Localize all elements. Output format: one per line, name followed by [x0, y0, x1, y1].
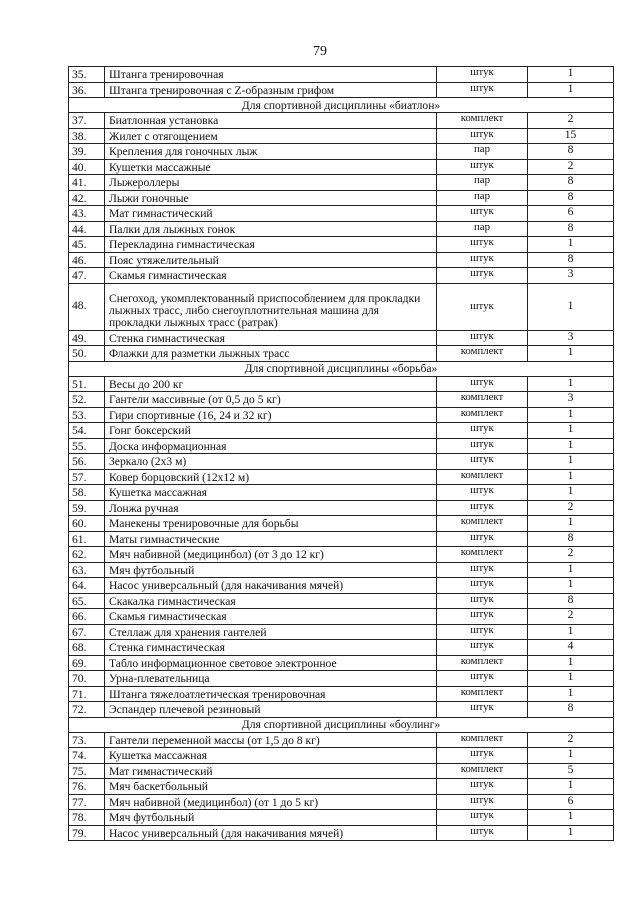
item-number: 51. [69, 376, 105, 392]
item-number: 70. [69, 671, 105, 687]
item-name: Доска информационная [105, 438, 437, 454]
item-name: Штанга тренировочная с Z-образным грифом [105, 82, 437, 98]
table-row [69, 763, 614, 779]
item-name: Стенка гимнастическая [105, 640, 437, 656]
item-name: Гонг боксерский [105, 423, 437, 439]
item-unit: штук [437, 67, 528, 83]
table-row [69, 67, 614, 83]
item-quantity: 1 [528, 423, 614, 439]
table-row [69, 283, 614, 330]
item-quantity: 2 [528, 500, 614, 516]
item-number: 55. [69, 438, 105, 454]
item-number: 73. [69, 732, 105, 748]
item-name: Мяч футбольный [105, 810, 437, 826]
table-row [69, 128, 614, 144]
item-number: 53. [69, 407, 105, 423]
table-row [69, 686, 614, 702]
table-row [69, 578, 614, 594]
item-number: 75. [69, 763, 105, 779]
item-name: Весы до 200 кг [105, 376, 437, 392]
item-quantity: 8 [528, 144, 614, 160]
item-quantity: 1 [528, 686, 614, 702]
item-quantity: 1 [528, 376, 614, 392]
item-name: Кушетка массажная [105, 748, 437, 764]
item-number: 42. [69, 190, 105, 206]
item-unit: штук [437, 825, 528, 841]
item-quantity: 3 [528, 268, 614, 284]
item-unit: штук [437, 500, 528, 516]
item-name: Эспандер плечевой резиновый [105, 702, 437, 718]
item-number: 60. [69, 516, 105, 532]
item-quantity: 5 [528, 763, 614, 779]
section-header-row [69, 717, 614, 732]
item-name: Мяч набивной (медицинбол) (от 1 до 5 кг) [105, 794, 437, 810]
item-name: Снегоход, укомплектованный приспособлением для прокладки лыжных трасс, либо снегоуплотнительная машина для прокладки лыжных трасс (ратрак) [105, 283, 437, 330]
item-unit: штук [437, 206, 528, 222]
section-title: Для спортивной дисциплины «боулинг» [69, 717, 614, 732]
item-unit: штук [437, 640, 528, 656]
item-unit: штук [437, 485, 528, 501]
item-number: 45. [69, 237, 105, 253]
item-number: 79. [69, 825, 105, 841]
item-unit: комплект [437, 763, 528, 779]
item-unit: штук [437, 376, 528, 392]
item-number: 72. [69, 702, 105, 718]
item-quantity: 1 [528, 655, 614, 671]
table-row [69, 702, 614, 718]
table-row [69, 609, 614, 625]
table-row [69, 531, 614, 547]
item-unit: пар [437, 190, 528, 206]
table-row [69, 547, 614, 563]
item-quantity: 1 [528, 578, 614, 594]
item-name: Гантели переменной массы (от 1,5 до 8 кг) [105, 732, 437, 748]
item-name: Ковер борцовский (12х12 м) [105, 469, 437, 485]
table-row [69, 655, 614, 671]
table-row [69, 516, 614, 532]
table-row [69, 221, 614, 237]
item-number: 68. [69, 640, 105, 656]
item-unit: комплект [437, 469, 528, 485]
item-unit: комплект [437, 113, 528, 129]
item-number: 61. [69, 531, 105, 547]
section-header-row [69, 361, 614, 376]
item-number: 40. [69, 159, 105, 175]
item-name: Стеллаж для хранения гантелей [105, 624, 437, 640]
item-name: Лыжи гоночные [105, 190, 437, 206]
item-name: Жилет с отягощением [105, 128, 437, 144]
item-unit: штук [437, 609, 528, 625]
item-number: 46. [69, 252, 105, 268]
item-number: 78. [69, 810, 105, 826]
table-row [69, 175, 614, 191]
table-row [69, 159, 614, 175]
section-title: Для спортивной дисциплины «биатлон» [69, 98, 614, 113]
item-name: Кушетка массажная [105, 485, 437, 501]
table-row [69, 376, 614, 392]
table-row [69, 469, 614, 485]
item-quantity: 1 [528, 562, 614, 578]
item-number: 37. [69, 113, 105, 129]
item-quantity: 1 [528, 438, 614, 454]
table-row [69, 671, 614, 687]
item-quantity: 1 [528, 346, 614, 362]
item-name: Флажки для разметки лыжных трасс [105, 346, 437, 362]
item-number: 52. [69, 392, 105, 408]
item-number: 49. [69, 330, 105, 346]
table-row [69, 794, 614, 810]
item-name: Гири спортивные (16, 24 и 32 кг) [105, 407, 437, 423]
item-quantity: 2 [528, 159, 614, 175]
item-number: 71. [69, 686, 105, 702]
item-unit: пар [437, 221, 528, 237]
table-row [69, 562, 614, 578]
item-number: 56. [69, 454, 105, 470]
item-unit: штук [437, 268, 528, 284]
item-number: 65. [69, 593, 105, 609]
table-row [69, 330, 614, 346]
table-row [69, 485, 614, 501]
item-name: Биатлонная установка [105, 113, 437, 129]
item-quantity: 2 [528, 113, 614, 129]
table-row [69, 237, 614, 253]
item-quantity: 1 [528, 516, 614, 532]
item-name: Крепления для гоночных лыж [105, 144, 437, 160]
item-quantity: 2 [528, 547, 614, 563]
item-quantity: 6 [528, 206, 614, 222]
item-unit: штук [437, 82, 528, 98]
table-row [69, 500, 614, 516]
item-unit: штук [437, 810, 528, 826]
item-number: 63. [69, 562, 105, 578]
item-name: Мяч баскетбольный [105, 779, 437, 795]
item-quantity: 8 [528, 252, 614, 268]
item-unit: штук [437, 702, 528, 718]
item-quantity: 6 [528, 794, 614, 810]
table-row [69, 640, 614, 656]
item-quantity: 1 [528, 82, 614, 98]
item-unit: штук [437, 438, 528, 454]
item-quantity: 4 [528, 640, 614, 656]
item-unit: комплект [437, 686, 528, 702]
item-unit: комплект [437, 346, 528, 362]
item-unit: комплект [437, 655, 528, 671]
table-row [69, 825, 614, 841]
item-number: 58. [69, 485, 105, 501]
item-name: Перекладина гимнастическая [105, 237, 437, 253]
item-quantity: 1 [528, 671, 614, 687]
item-unit: штук [437, 578, 528, 594]
item-unit: штук [437, 159, 528, 175]
item-number: 59. [69, 500, 105, 516]
item-quantity: 1 [528, 283, 614, 330]
table-row [69, 748, 614, 764]
item-quantity: 1 [528, 748, 614, 764]
item-quantity: 3 [528, 330, 614, 346]
item-unit: комплект [437, 516, 528, 532]
item-name: Штанга тренировочная [105, 67, 437, 83]
item-name: Пояс утяжелительный [105, 252, 437, 268]
item-unit: штук [437, 748, 528, 764]
item-unit: комплект [437, 732, 528, 748]
item-unit: штук [437, 562, 528, 578]
item-number: 64. [69, 578, 105, 594]
section-title: Для спортивной дисциплины «борьба» [69, 361, 614, 376]
table-row [69, 810, 614, 826]
item-quantity: 3 [528, 392, 614, 408]
item-number: 76. [69, 779, 105, 795]
table-row [69, 268, 614, 284]
table-row [69, 423, 614, 439]
item-number: 44. [69, 221, 105, 237]
table-row [69, 190, 614, 206]
item-quantity: 2 [528, 609, 614, 625]
table-row [69, 624, 614, 640]
item-name: Скакалка гимнастическая [105, 593, 437, 609]
item-name: Скамья гимнастическая [105, 268, 437, 284]
item-number: 43. [69, 206, 105, 222]
item-unit: штук [437, 252, 528, 268]
table-row [69, 454, 614, 470]
item-unit: штук [437, 454, 528, 470]
item-quantity: 8 [528, 702, 614, 718]
table-row [69, 252, 614, 268]
item-number: 47. [69, 268, 105, 284]
item-name: Манекены тренировочные для борьбы [105, 516, 437, 532]
table-row [69, 438, 614, 454]
item-unit: штук [437, 794, 528, 810]
table-row [69, 144, 614, 160]
item-name: Мат гимнастический [105, 206, 437, 222]
item-quantity: 1 [528, 825, 614, 841]
item-quantity: 1 [528, 407, 614, 423]
item-number: 41. [69, 175, 105, 191]
item-quantity: 1 [528, 67, 614, 83]
table-row [69, 593, 614, 609]
table-row [69, 407, 614, 423]
table-row [69, 346, 614, 362]
table-row [69, 206, 614, 222]
item-unit: комплект [437, 407, 528, 423]
item-name: Мат гимнастический [105, 763, 437, 779]
item-quantity: 1 [528, 469, 614, 485]
item-number: 57. [69, 469, 105, 485]
item-name: Палки для лыжных гонок [105, 221, 437, 237]
item-number: 48. [69, 283, 105, 330]
item-name: Насос универсальный (для накачивания мячей) [105, 578, 437, 594]
item-quantity: 8 [528, 531, 614, 547]
item-quantity: 8 [528, 190, 614, 206]
item-quantity: 8 [528, 221, 614, 237]
item-unit: штук [437, 237, 528, 253]
item-number: 39. [69, 144, 105, 160]
table-row [69, 779, 614, 795]
table-row [69, 732, 614, 748]
table-row [69, 113, 614, 129]
item-unit: штук [437, 624, 528, 640]
item-quantity: 1 [528, 779, 614, 795]
item-quantity: 1 [528, 237, 614, 253]
item-name: Мяч набивной (медицинбол) (от 3 до 12 кг) [105, 547, 437, 563]
item-number: 66. [69, 609, 105, 625]
item-quantity: 15 [528, 128, 614, 144]
item-number: 69. [69, 655, 105, 671]
item-name: Лонжа ручная [105, 500, 437, 516]
item-name: Гантели массивные (от 0,5 до 5 кг) [105, 392, 437, 408]
item-name: Штанга тяжелоатлетическая тренировочная [105, 686, 437, 702]
section-header-row [69, 98, 614, 113]
item-unit: штук [437, 593, 528, 609]
item-number: 74. [69, 748, 105, 764]
item-unit: штук [437, 671, 528, 687]
item-name: Стенка гимнастическая [105, 330, 437, 346]
item-name: Табло информационное световое электронное [105, 655, 437, 671]
item-unit: штук [437, 128, 528, 144]
item-quantity: 1 [528, 624, 614, 640]
item-number: 50. [69, 346, 105, 362]
item-quantity: 8 [528, 175, 614, 191]
item-name: Урна-плевательница [105, 671, 437, 687]
page-number: 79 [313, 44, 327, 59]
item-quantity: 1 [528, 810, 614, 826]
item-unit: комплект [437, 547, 528, 563]
item-number: 62. [69, 547, 105, 563]
item-unit: пар [437, 175, 528, 191]
item-number: 54. [69, 423, 105, 439]
item-number: 38. [69, 128, 105, 144]
item-name: Маты гимнастические [105, 531, 437, 547]
item-unit: пар [437, 144, 528, 160]
item-name: Мяч футбольный [105, 562, 437, 578]
item-unit: штук [437, 531, 528, 547]
item-quantity: 8 [528, 593, 614, 609]
item-unit: штук [437, 283, 528, 330]
item-number: 67. [69, 624, 105, 640]
item-number: 36. [69, 82, 105, 98]
table-row [69, 392, 614, 408]
item-name: Зеркало (2х3 м) [105, 454, 437, 470]
item-unit: комплект [437, 392, 528, 408]
item-name: Насос универсальный (для накачивания мячей) [105, 825, 437, 841]
item-unit: штук [437, 330, 528, 346]
item-quantity: 2 [528, 732, 614, 748]
item-number: 77. [69, 794, 105, 810]
item-name: Скамья гимнастическая [105, 609, 437, 625]
equipment-table [68, 66, 614, 841]
item-quantity: 1 [528, 485, 614, 501]
item-unit: штук [437, 779, 528, 795]
item-name: Кушетки массажные [105, 159, 437, 175]
item-quantity: 1 [528, 454, 614, 470]
item-unit: штук [437, 423, 528, 439]
item-name: Лыжероллеры [105, 175, 437, 191]
table-row [69, 82, 614, 98]
item-number: 35. [69, 67, 105, 83]
